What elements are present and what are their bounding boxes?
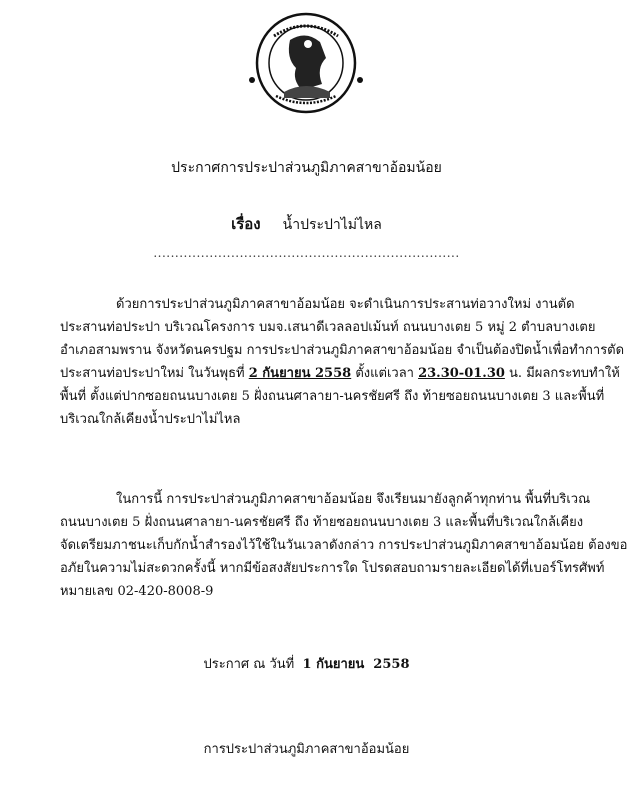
paragraph-2: [60, 488, 627, 603]
closure-time: 23.30-01.30: [418, 366, 505, 381]
paragraph-line: ในการนี้ การประปาส่วนภูมิภาคสาขาอ้อมน้อย จึงเรียนมายังลูกค้าทุกท่าน พื้นที่บริเวณ: [116, 492, 591, 507]
page-title: ประกาศการประปาส่วนภูมิภาคสาขาอ้อมน้อย: [171, 160, 442, 176]
paragraph-line: ประสานท่อประปา บริเวณโครงการ บมจ.เสนาดีเวลลอปเม้นท์ ถนนบางเตย 5 หมู่ 2 ตำบลบางเตย: [60, 320, 596, 335]
paragraph-line: อำเภอสามพราน จังหวัดนครปฐม การประปาส่วนภูมิภาคสาขาอ้อมน้อย จำเป็นต้องปิดน้ำเพื่อทำการตัด: [60, 343, 625, 358]
announce-date: 1 กันยายน 2558: [302, 657, 410, 672]
subject-line: [0, 212, 613, 236]
line-text: ตั้งแต่เวลา: [351, 366, 419, 381]
divider: .......................................................................: [153, 246, 460, 260]
pwa-emblem-icon: [246, 10, 366, 116]
paragraph-line: พื้นที่ ตั้งแต่ปากซอยถนนบางเตย 5 ฝั่งถนนศาลายา-นครชัยศรี ถึง ท้ายซอยถนนบางเตย 3 และพื้นที่: [60, 389, 605, 404]
signature: การประปาส่วนภูมิภาคสาขาอ้อมน้อย: [203, 742, 410, 757]
announce-prefix: ประกาศ ณ วันที่: [203, 657, 303, 672]
contact-phone: หมายเลข 02-420-8008-9: [60, 584, 214, 599]
subject-label: เรื่อง: [231, 215, 261, 233]
paragraph-line: จัดเตรียมภาชนะเก็บกักน้ำสำรองไว้ใช้ในวันเวลาดังกล่าว การประปาส่วนภูมิภาคสาขาอ้อมน้อย ต้องขอ: [60, 538, 627, 553]
paragraph-line: ถนนบางเตย 5 ฝั่งถนนศาลายา-นครชัยศรี ถึง ท้ายซอยถนนบางเตย 3 และพื้นที่บริเวณใกล้เคียง: [60, 515, 584, 530]
paragraph-1: [60, 293, 625, 431]
line-text: ประสานท่อประปาใหม่ ในวันพุธที่: [60, 366, 249, 381]
line-text: น. มีผลกระทบทำให้: [504, 366, 620, 381]
subject-text: น้ำประปาไม่ไหล: [282, 217, 382, 233]
paragraph-line: [60, 362, 620, 385]
paragraph-line: อภัยในความไม่สะดวกครั้งนี้ หากมีข้อสงสัยประการใด โปรดสอบถามรายละเอียดได้ที่เบอร์โทรศัพท์: [60, 561, 605, 576]
paragraph-line: ด้วยการประปาส่วนภูมิภาคสาขาอ้อมน้อย จะดำเนินการประสานท่อวางใหม่ งานตัด: [116, 297, 575, 312]
paragraph-line: บริเวณใกล้เคียงน้ำประปาไม่ไหล: [60, 412, 241, 427]
announcement-date-line: [0, 653, 613, 674]
closure-date: 2 กันยายน 2558: [248, 366, 352, 381]
